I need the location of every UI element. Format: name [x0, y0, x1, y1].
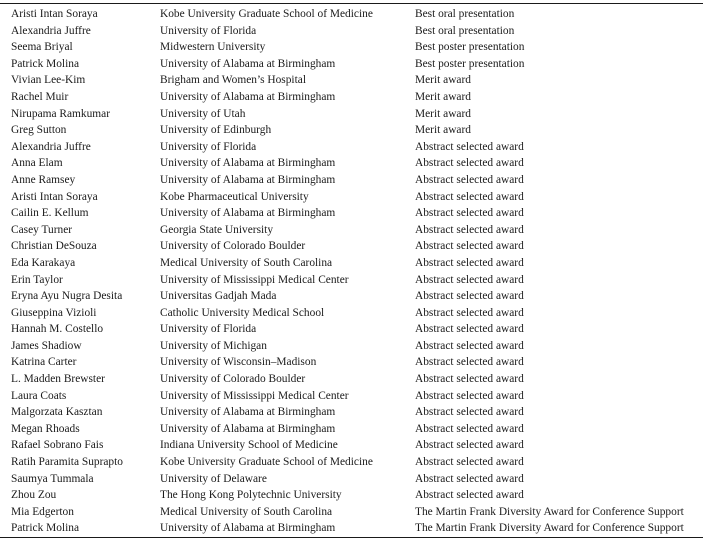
- table-row: [0, 172, 702, 189]
- recipient-institution: Brigham and Women’s Hospital: [160, 74, 306, 87]
- recipient-institution: University of Michigan: [160, 339, 267, 352]
- recipient-name: Giuseppina Vizioli: [11, 306, 97, 319]
- recipient-name: Ratih Paramita Suprapto: [11, 456, 123, 469]
- table-row: [0, 106, 702, 123]
- recipient-institution: University of Alabama at Birmingham: [160, 57, 336, 70]
- recipient-name: Hannah M. Costello: [11, 323, 104, 336]
- award-type: Merit award: [415, 74, 471, 87]
- recipient-institution: University of Florida: [160, 140, 257, 153]
- award-type: Abstract selected award: [415, 140, 524, 153]
- award-type: Best poster presentation: [415, 41, 525, 54]
- table-row: [0, 205, 702, 222]
- table-row: [0, 238, 702, 255]
- table-row: [0, 520, 702, 537]
- recipient-name: Erin Taylor: [11, 273, 63, 286]
- recipient-institution: University of Florida: [160, 323, 257, 336]
- recipient-institution: Kobe Pharmaceutical University: [160, 190, 309, 203]
- table-row: [0, 371, 702, 388]
- recipient-institution: Midwestern University: [160, 41, 266, 54]
- table-row: [0, 222, 702, 239]
- award-type: Best oral presentation: [415, 8, 515, 20]
- award-type: Abstract selected award: [415, 323, 524, 336]
- recipient-institution: Universitas Gadjah Mada: [160, 290, 277, 303]
- recipient-institution: University of Wisconsin–Madison: [160, 356, 317, 369]
- award-type: Abstract selected award: [415, 389, 524, 402]
- table-row: [0, 388, 702, 405]
- award-type: Abstract selected award: [415, 190, 524, 203]
- recipient-name: Christian DeSouza: [11, 240, 97, 253]
- recipient-name: Katrina Carter: [11, 356, 77, 369]
- recipient-name: L. Madden Brewster: [11, 373, 105, 386]
- recipient-institution: University of Florida: [160, 24, 257, 37]
- recipient-institution: Medical University of South Carolina: [160, 505, 333, 518]
- award-type: Abstract selected award: [415, 356, 524, 369]
- table-row: [0, 288, 702, 305]
- recipient-name: Malgorzata Kasztan: [11, 406, 103, 419]
- recipient-name: Seema Briyal: [11, 41, 73, 54]
- table-row: [0, 6, 702, 23]
- table-row: [0, 56, 702, 73]
- table-bottom-rule: [0, 537, 703, 538]
- recipient-institution: Georgia State University: [160, 223, 274, 236]
- table-row: [0, 404, 702, 421]
- table-row: [0, 471, 702, 488]
- award-type: Abstract selected award: [415, 489, 524, 502]
- recipient-name: Laura Coats: [11, 389, 67, 402]
- recipient-institution: Medical University of South Carolina: [160, 256, 333, 269]
- recipient-institution: University of Colorado Boulder: [160, 373, 306, 386]
- recipient-institution: University of Colorado Boulder: [160, 240, 306, 253]
- table-row: [0, 23, 702, 40]
- recipient-name: Alexandria Juffre: [11, 24, 91, 37]
- recipient-name: Rachel Muir: [11, 90, 69, 103]
- table-row: [0, 421, 702, 438]
- table-row: [0, 39, 702, 56]
- table-top-rule: [0, 3, 703, 4]
- table-row: [0, 354, 702, 371]
- recipient-name: Aristi Intan Soraya: [11, 8, 98, 20]
- table-row: [0, 139, 702, 156]
- table-row: [0, 122, 702, 139]
- recipient-institution: University of Alabama at Birmingham: [160, 406, 336, 419]
- recipient-institution: University of Alabama at Birmingham: [160, 157, 336, 170]
- table-row: [0, 89, 702, 106]
- recipient-name: Anna Elam: [11, 157, 63, 170]
- recipient-institution: University of Edinburgh: [160, 124, 272, 137]
- recipient-institution: Kobe University Graduate School of Medicine: [160, 8, 373, 20]
- award-type: Abstract selected award: [415, 472, 524, 485]
- recipient-name: Casey Turner: [11, 223, 73, 236]
- award-type: Abstract selected award: [415, 207, 524, 220]
- award-type: Abstract selected award: [415, 456, 524, 469]
- recipient-institution: University of Utah: [160, 107, 246, 120]
- recipient-name: Aristi Intan Soraya: [11, 190, 98, 203]
- recipient-institution: University of Alabama at Birmingham: [160, 522, 336, 535]
- recipient-institution: University of Alabama at Birmingham: [160, 422, 336, 435]
- award-type: Abstract selected award: [415, 406, 524, 419]
- award-type: Abstract selected award: [415, 422, 524, 435]
- award-type: Abstract selected award: [415, 173, 524, 186]
- recipient-name: Patrick Molina: [11, 57, 80, 70]
- award-type: Abstract selected award: [415, 256, 524, 269]
- recipient-name: Vivian Lee-Kim: [11, 74, 86, 87]
- recipient-name: Eda Karakaya: [11, 256, 76, 269]
- recipient-institution: University of Alabama at Birmingham: [160, 173, 336, 186]
- table-row: [0, 72, 702, 89]
- award-type: The Martin Frank Diversity Award for Conference Support: [415, 522, 684, 535]
- recipient-institution: Kobe University Graduate School of Medicine: [160, 456, 373, 469]
- recipient-name: Anne Ramsey: [11, 173, 76, 186]
- award-type: Best oral presentation: [415, 24, 515, 37]
- award-type: Merit award: [415, 107, 471, 120]
- table-row: [0, 454, 702, 471]
- recipient-institution: University of Alabama at Birmingham: [160, 90, 336, 103]
- award-type: Abstract selected award: [415, 290, 524, 303]
- recipient-institution: The Hong Kong Polytechnic University: [160, 489, 342, 502]
- recipient-name: Cailin E. Kellum: [11, 207, 89, 220]
- recipient-institution: University of Mississippi Medical Center: [160, 273, 349, 286]
- table-row: [0, 321, 702, 338]
- recipient-name: Zhou Zou: [11, 489, 57, 502]
- award-type: Abstract selected award: [415, 439, 524, 452]
- award-type: Abstract selected award: [415, 273, 524, 286]
- table-row: [0, 305, 702, 322]
- award-type: Merit award: [415, 90, 471, 103]
- recipient-institution: University of Mississippi Medical Center: [160, 389, 349, 402]
- recipient-name: Patrick Molina: [11, 522, 80, 535]
- award-type: Abstract selected award: [415, 240, 524, 253]
- recipient-name: Mia Edgerton: [11, 505, 74, 518]
- award-type: The Martin Frank Diversity Award for Conference Support: [415, 505, 684, 518]
- recipient-institution: University of Alabama at Birmingham: [160, 207, 336, 220]
- recipient-name: Megan Rhoads: [11, 422, 80, 435]
- recipient-institution: Catholic University Medical School: [160, 306, 325, 319]
- table-row: [0, 504, 702, 521]
- recipient-institution: Indiana University School of Medicine: [160, 439, 338, 452]
- award-type: Abstract selected award: [415, 373, 524, 386]
- award-type: Abstract selected award: [415, 223, 524, 236]
- awards-table-body: [0, 6, 702, 537]
- recipient-institution: University of Delaware: [160, 472, 267, 485]
- recipient-name: Rafael Sobrano Fais: [11, 439, 104, 452]
- table-row: [0, 272, 702, 289]
- table-row: [0, 155, 702, 172]
- award-type: Abstract selected award: [415, 339, 524, 352]
- award-type: Merit award: [415, 124, 471, 137]
- table-row: [0, 189, 702, 206]
- award-type: Abstract selected award: [415, 157, 524, 170]
- award-type: Best poster presentation: [415, 57, 525, 70]
- recipient-name: Alexandria Juffre: [11, 140, 91, 153]
- table-row: [0, 487, 702, 504]
- recipient-name: Nirupama Ramkumar: [11, 107, 111, 120]
- recipient-name: Eryna Ayu Nugra Desita: [11, 290, 123, 303]
- recipient-name: Greg Sutton: [11, 124, 67, 137]
- table-row: [0, 255, 702, 272]
- table-row: [0, 338, 702, 355]
- table-row: [0, 437, 702, 454]
- recipient-name: James Shadiow: [11, 339, 82, 352]
- award-type: Abstract selected award: [415, 306, 524, 319]
- recipient-name: Saumya Tummala: [11, 472, 94, 485]
